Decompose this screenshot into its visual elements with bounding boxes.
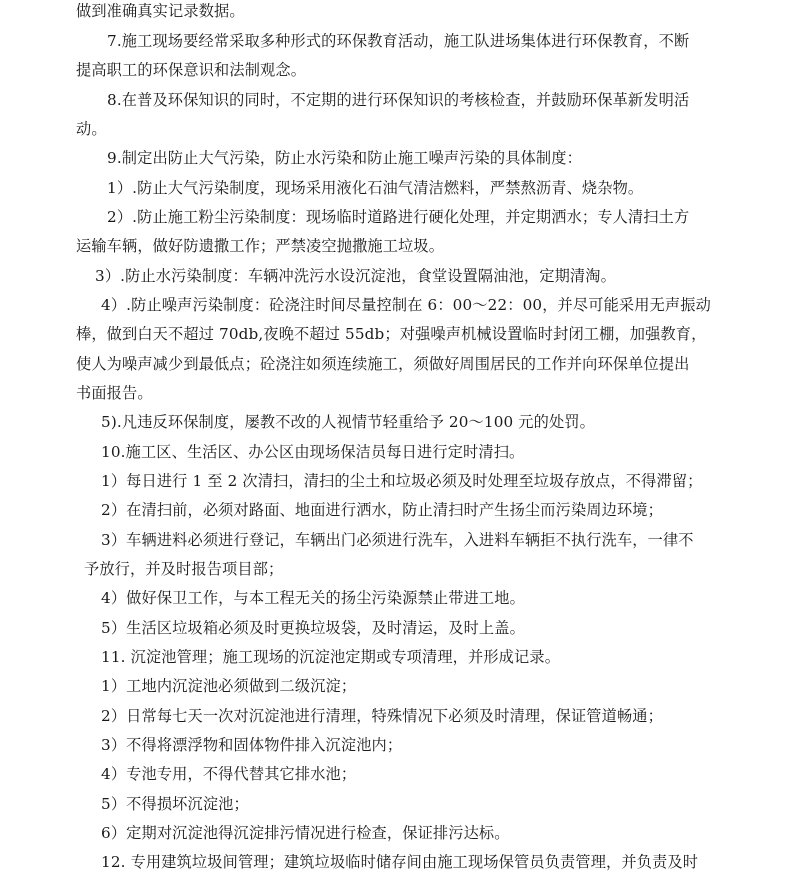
text-line: 12. 专用建筑垃圾间管理；建筑垃圾临时储存间由施工现场保管员负责管理，并负责及时	[101, 853, 699, 871]
text-line: 3）.防止水污染制度：车辆冲洗污水设沉淀池，食堂设置隔油池，定期清淘。	[95, 267, 616, 285]
text-line: 4）做好保卫工作，与本工程无关的扬尘污染源禁止带进工地。	[101, 589, 525, 607]
text-line: 使人为噪声减少到最低点；砼浇注如须连续施工，须做好周围居民的工作并向环保单位提出	[76, 355, 690, 373]
text-line: 5).凡违反环保制度，屡教不改的人视情节轻重给予 20～100 元的处罚。	[101, 413, 595, 431]
text-line: 4）专池专用，不得代替其它排水池；	[101, 765, 357, 783]
text-line: 7.施工现场要经常采取多种形式的环保教育活动，施工队进场集体进行环保教育，不断	[107, 32, 690, 50]
text-line: 予放行，并及时报告项目部；	[84, 560, 284, 578]
text-line: 5）生活区垃圾箱必须及时更换垃圾袋，及时清运，及时上盖。	[101, 619, 525, 637]
text-line: 1）每日进行 1 至 2 次清扫，清扫的尘土和垃圾必须及时处理至垃圾存放点，不得滞留；	[101, 472, 703, 490]
text-line: 6）定期对沉淀池得沉淀排污情况进行检查，保证排污达标。	[101, 824, 510, 842]
text-line: 1）工地内沉淀池必须做到二级沉淀；	[101, 677, 357, 695]
text-line: 书面报告。	[76, 384, 153, 402]
text-line: 5）不得损坏沉淀池；	[101, 795, 249, 813]
text-line: 4）.防止噪声污染制度：砼浇注时间尽量控制在 6：00～22：00，并尽可能采用无声振动	[101, 296, 711, 314]
text-line: 提高职工的环保意识和法制观念。	[76, 61, 307, 79]
text-line: 棒，做到白天不超过 70db,夜晚不超过 55db；对强噪声机械设置临时封闭工棚，加强教育，	[76, 325, 707, 343]
text-line: 动。	[76, 120, 107, 138]
text-line: 2）日常每七天一次对沉淀池进行清理，特殊情况下必须及时清理，保证管道畅通；	[101, 707, 663, 725]
text-line: 做到准确真实记录数据。	[76, 2, 245, 20]
text-line: 10.施工区、生活区、办公区由现场保洁员每日进行定时清扫。	[101, 443, 525, 461]
text-line: 8.在普及环保知识的同时，不定期的进行环保知识的考核检查，并鼓励环保革新发明活	[107, 91, 690, 109]
text-line: 1）.防止大气污染制度，现场采用液化石油气清洁燃料，严禁熬沥青、烧杂物。	[107, 179, 644, 197]
text-line: 2）在清扫前，必须对路面、地面进行洒水，防止清扫时产生扬尘而污染周边环境；	[101, 501, 663, 519]
text-line: 3）不得将漂浮物和固体物件排入沉淀池内；	[101, 736, 403, 754]
text-line: 运输车辆，做好防遗撒工作；严禁凌空抛撒施工垃圾。	[76, 237, 445, 255]
text-line: 3）车辆进料必须进行登记，车辆出门必须进行洗车，入进料车辆拒不执行洗车，一律不	[101, 531, 694, 549]
text-line: 11. 沉淀池管理；施工现场的沉淀池定期或专项清理，并形成记录。	[101, 648, 561, 666]
text-line: 2）.防止施工粉尘污染制度：现场临时道路进行硬化处理，并定期洒水；专人清扫土方	[107, 208, 690, 226]
text-line: 9.制定出防止大气污染，防止水污染和防止施工噪声污染的具体制度：	[107, 149, 582, 167]
